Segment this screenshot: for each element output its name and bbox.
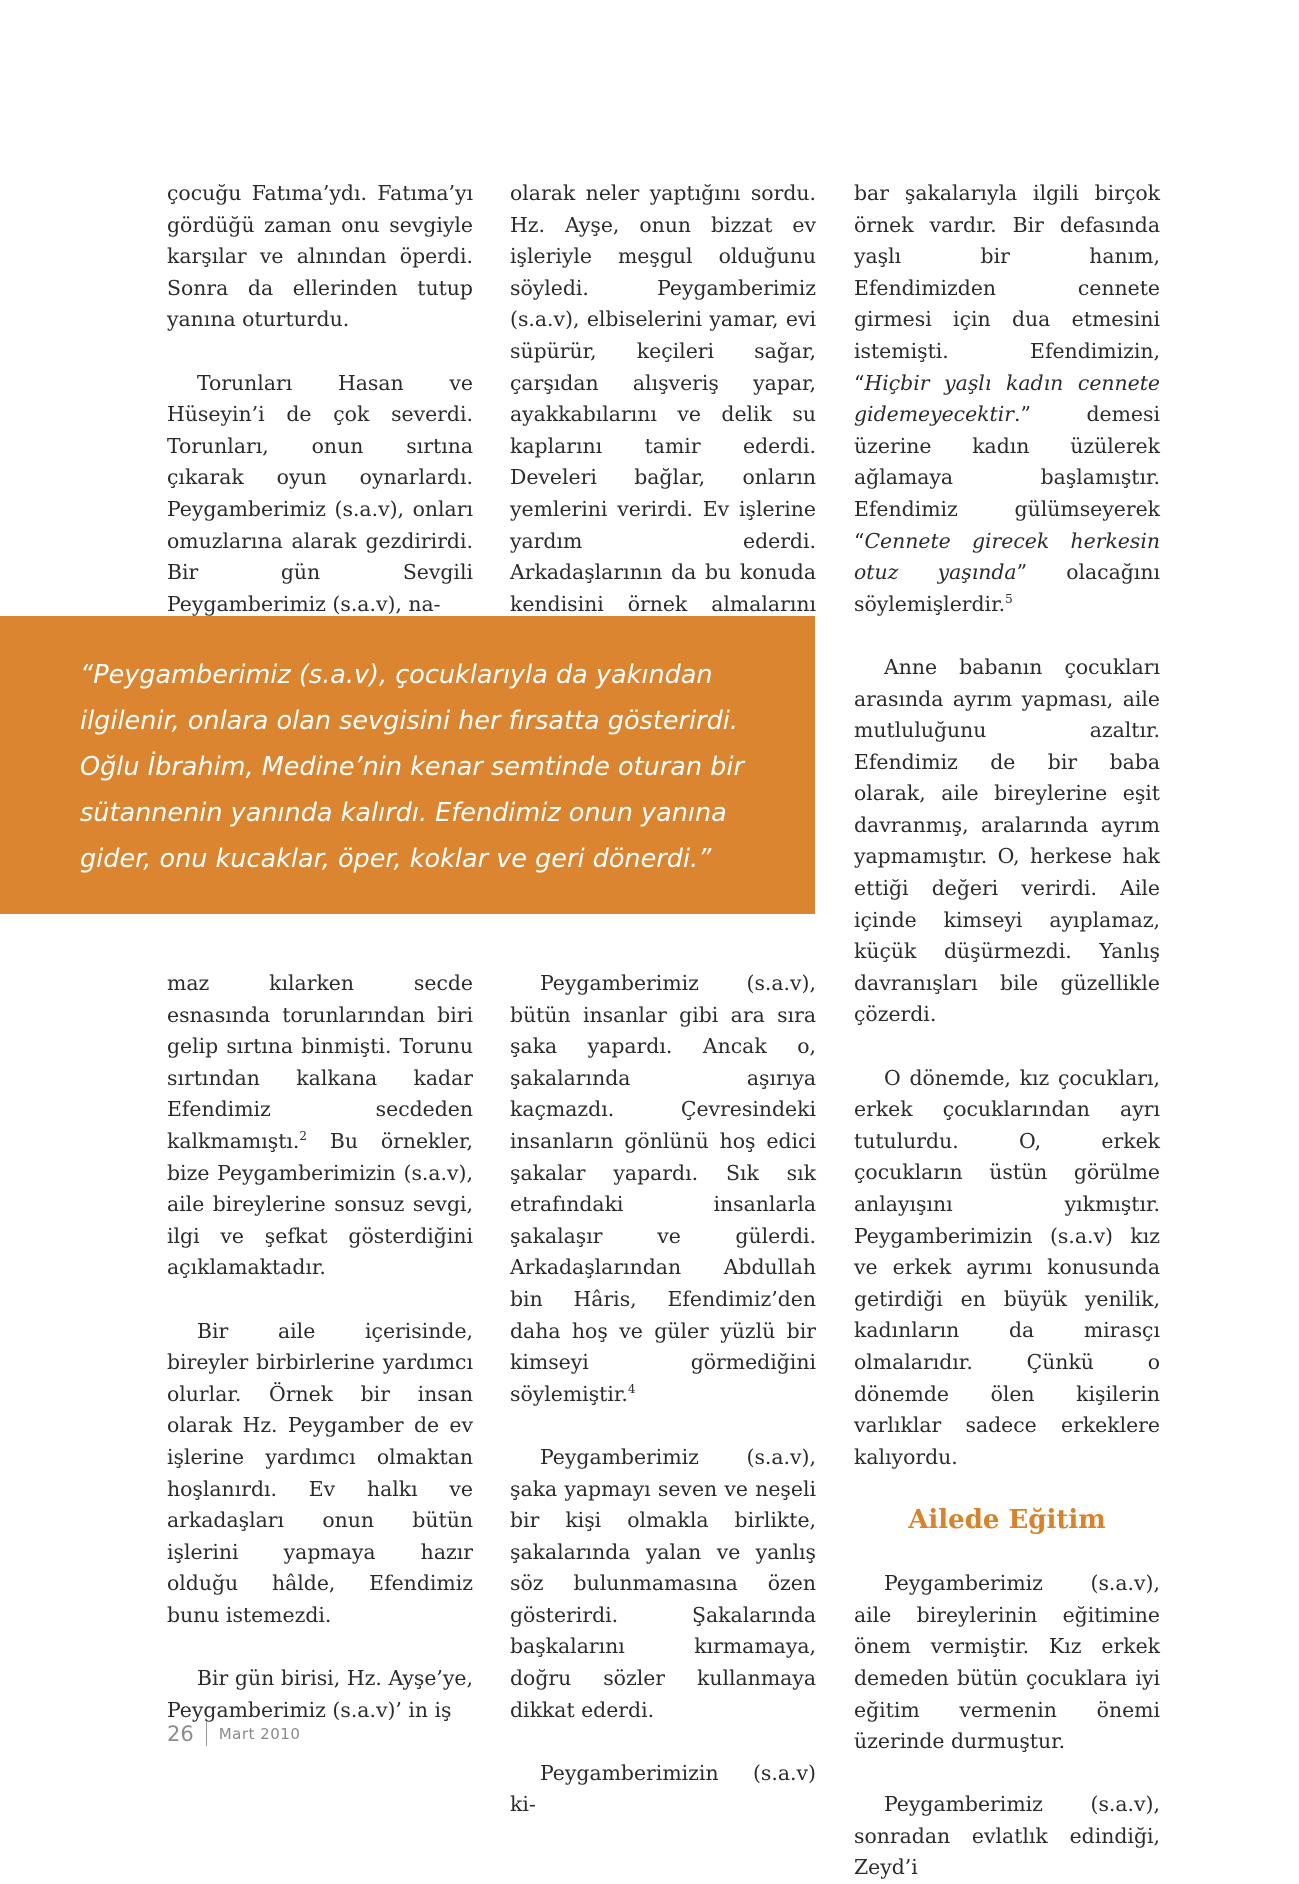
page-number: 26 — [167, 1722, 194, 1746]
footnote-ref: 2 — [299, 1128, 308, 1143]
footnote-ref: 5 — [1005, 591, 1013, 606]
paragraph-text: olarak neler yaptığını sordu. Hz. Ayşe, onun bizzat ev işleriyle meşgul olduğunu söyledi. Peygamberimiz (s.a.v), elbiselerini yamar, evi süpürür, keçileri sağar, çarşıdan alışveriş yapar, ayakkabılarını ve delik su kaplarını tamir ederdi. Develeri bağlar, onların yemlerini verirdi. Ev işlerine yardım ederdi. Arkadaşlarının da bu konuda kendisini örnek almalarını — [510, 181, 816, 616]
paragraph: Peygamberimiz (s.a.v), şaka yapmayı seven ve neşeli bir kişi olmakla birlikte, şakalarında yalan ve yanlış söz bulunmamasına özen gösterirdi. Şakalarında başkalarını kırmamaya, doğru sözler kullanmaya dikkat ederdi. — [510, 1444, 816, 1722]
paragraph: Anne babanın çocukları arasında ayrım yapması, aile mutluluğunu azaltır. Efendimiz de bir baba olarak, aile bireylerine eşit davranmış, aralarında ayrım yapmamıştır. O, herkese hak ettiği değeri verirdi. Aile içinde kimseyi ayıplamaz, küçük düşürmezdi. Yanlış davranışları bile güzellikle çözerdi. — [854, 654, 1160, 1027]
paragraph: Bir gün birisi, Hz. Ayşe’ye, Peygamberimiz (s.a.v)’ in iş — [167, 1666, 473, 1722]
footnote-ref: 4 — [627, 1381, 636, 1396]
text-segment: Bu örnekler, bize Peygamberimizin (s.a.v), aile bireylerine sonsuz sevgi, ilgi ve şefkat gösterdiğini açıklamaktadır. — [167, 1128, 473, 1280]
page-footer — [167, 1722, 300, 1746]
quote-italic: Hiçbir yaşlı kadın cennete gidemeyecektir — [854, 370, 1160, 427]
paragraph — [854, 178, 1160, 620]
footer-divider — [206, 1722, 207, 1746]
column-1-top — [167, 178, 473, 620]
paragraph — [510, 178, 816, 652]
text-segment: ” olacağını söylemişlerdir. — [854, 560, 1160, 616]
paragraph: Bir aile içerisinde, bireyler birbirlerine yardımcı olurlar. Örnek bir insan olarak Hz. Peygamber de ev işlerine yardımcı olmaktan hoşlanırdı. Ev halkı ve arkadaşları onun bütün işlerini yapmaya hazır olduğu hâlde, Efendimiz bunu istemezdi. — [167, 1318, 473, 1627]
paragraph: çocuğu Fatıma’ydı. Fatıma’yı gördüğü zaman onu sevgiyle karşılar ve alnından öperdi. Sonra da ellerinden tutup yanına oturturdu. — [167, 181, 473, 332]
paragraph: Peygamberimiz (s.a.v), sonradan evlatlık edindiği, Zeyd’i — [854, 1792, 1160, 1880]
paragraph: Torunları Hasan ve Hüseyin’i de çok severdi. Torunları, onun sırtına çıkarak oyun oynarlardı. Peygamberimiz (s.a.v), onları omuzlarına alarak gezdirirdi. Bir gün Sevgili Peygamberimiz (s.a.v), na- — [167, 370, 473, 616]
quote-italic: Cennete girecek herkesin otuz yaşında — [854, 528, 1160, 585]
text-segment: .” demesi üzerine kadın üzülerek ağlamaya başlamıştır. Efendimiz gülümseyerek “ — [854, 402, 1160, 553]
column-2-bottom — [510, 968, 816, 1821]
paragraph — [167, 968, 473, 1284]
paragraph: Peygamberimizin (s.a.v) ki- — [510, 1760, 816, 1817]
text-segment: bar şakalarıyla ilgili birçok örnek vardır. Bir defasında yaşlı bir hanım, Efendimizden cennete girmesi için dua etmesini istemişti. Efendimizin, “ — [854, 181, 1160, 395]
column-2-top — [510, 178, 816, 652]
paragraph: Peygamberimiz (s.a.v), aile bireylerinin eğitimine önem vermiştir. Kız erkek demeden bütün çocuklara iyi eğitim vermenin önemi üzerinde durmuştur. — [854, 1571, 1160, 1754]
paragraph — [510, 968, 816, 1410]
column-1-bottom — [167, 968, 473, 1726]
text-segment: Peygamberimiz (s.a.v), bütün insanlar gibi ara sıra şaka yapardı. Ancak o, şakalarında aşırıya kaçmazdı. Çevresindeki insanların gönlünü hoş edici şakalar yapardı. Sık sık etrafındaki insanlarla şakalaşır ve gülerdi. Arkadaşlarından Abdullah bin Hâris, Efendimiz’den daha hoş ve güler yüzlü bir kimseyi görmediğini söylemiştir. — [510, 971, 816, 1406]
issue-date: Mart 2010 — [218, 1725, 301, 1743]
section-heading: Ailede Eğitim — [908, 1504, 1106, 1535]
pull-quote-text: “Peygamberimiz (s.a.v), çocuklarıyla da yakından ilgilenir, onlara olan sevgisini her fırsatta gösterirdi. Oğlu İbrahim, Medine’nin kenar semtinde oturan bir sütannenin yanında kalırdı. Efendimiz onun yanına gider, onu kucaklar, öper, koklar ve geri dönerdi.” — [80, 660, 744, 874]
paragraph: O dönemde, kız çocukları, erkek çocuklarından ayrı tutulurdu. O, erkek çocukların üstün görülme anlayışını yıkmıştır. Peygamberimizin (s.a.v) kız ve erkek ayrımı konusunda getirdiği en büyük yenilik, kadınların da mirasçı olmalarıdır. Çünkü o dönemde ölen kişilerin varlıklar sadece erkeklere kalıyordu. — [854, 1065, 1160, 1469]
pull-quote-box — [0, 616, 815, 914]
text-segment: maz kılarken secde esnasında torunlarından biri gelip sırtına binmişti. Torunu sırtından kalkana kadar Efendimiz secdeden kalkmamıştı. — [167, 971, 473, 1153]
column-3 — [854, 178, 1160, 1884]
